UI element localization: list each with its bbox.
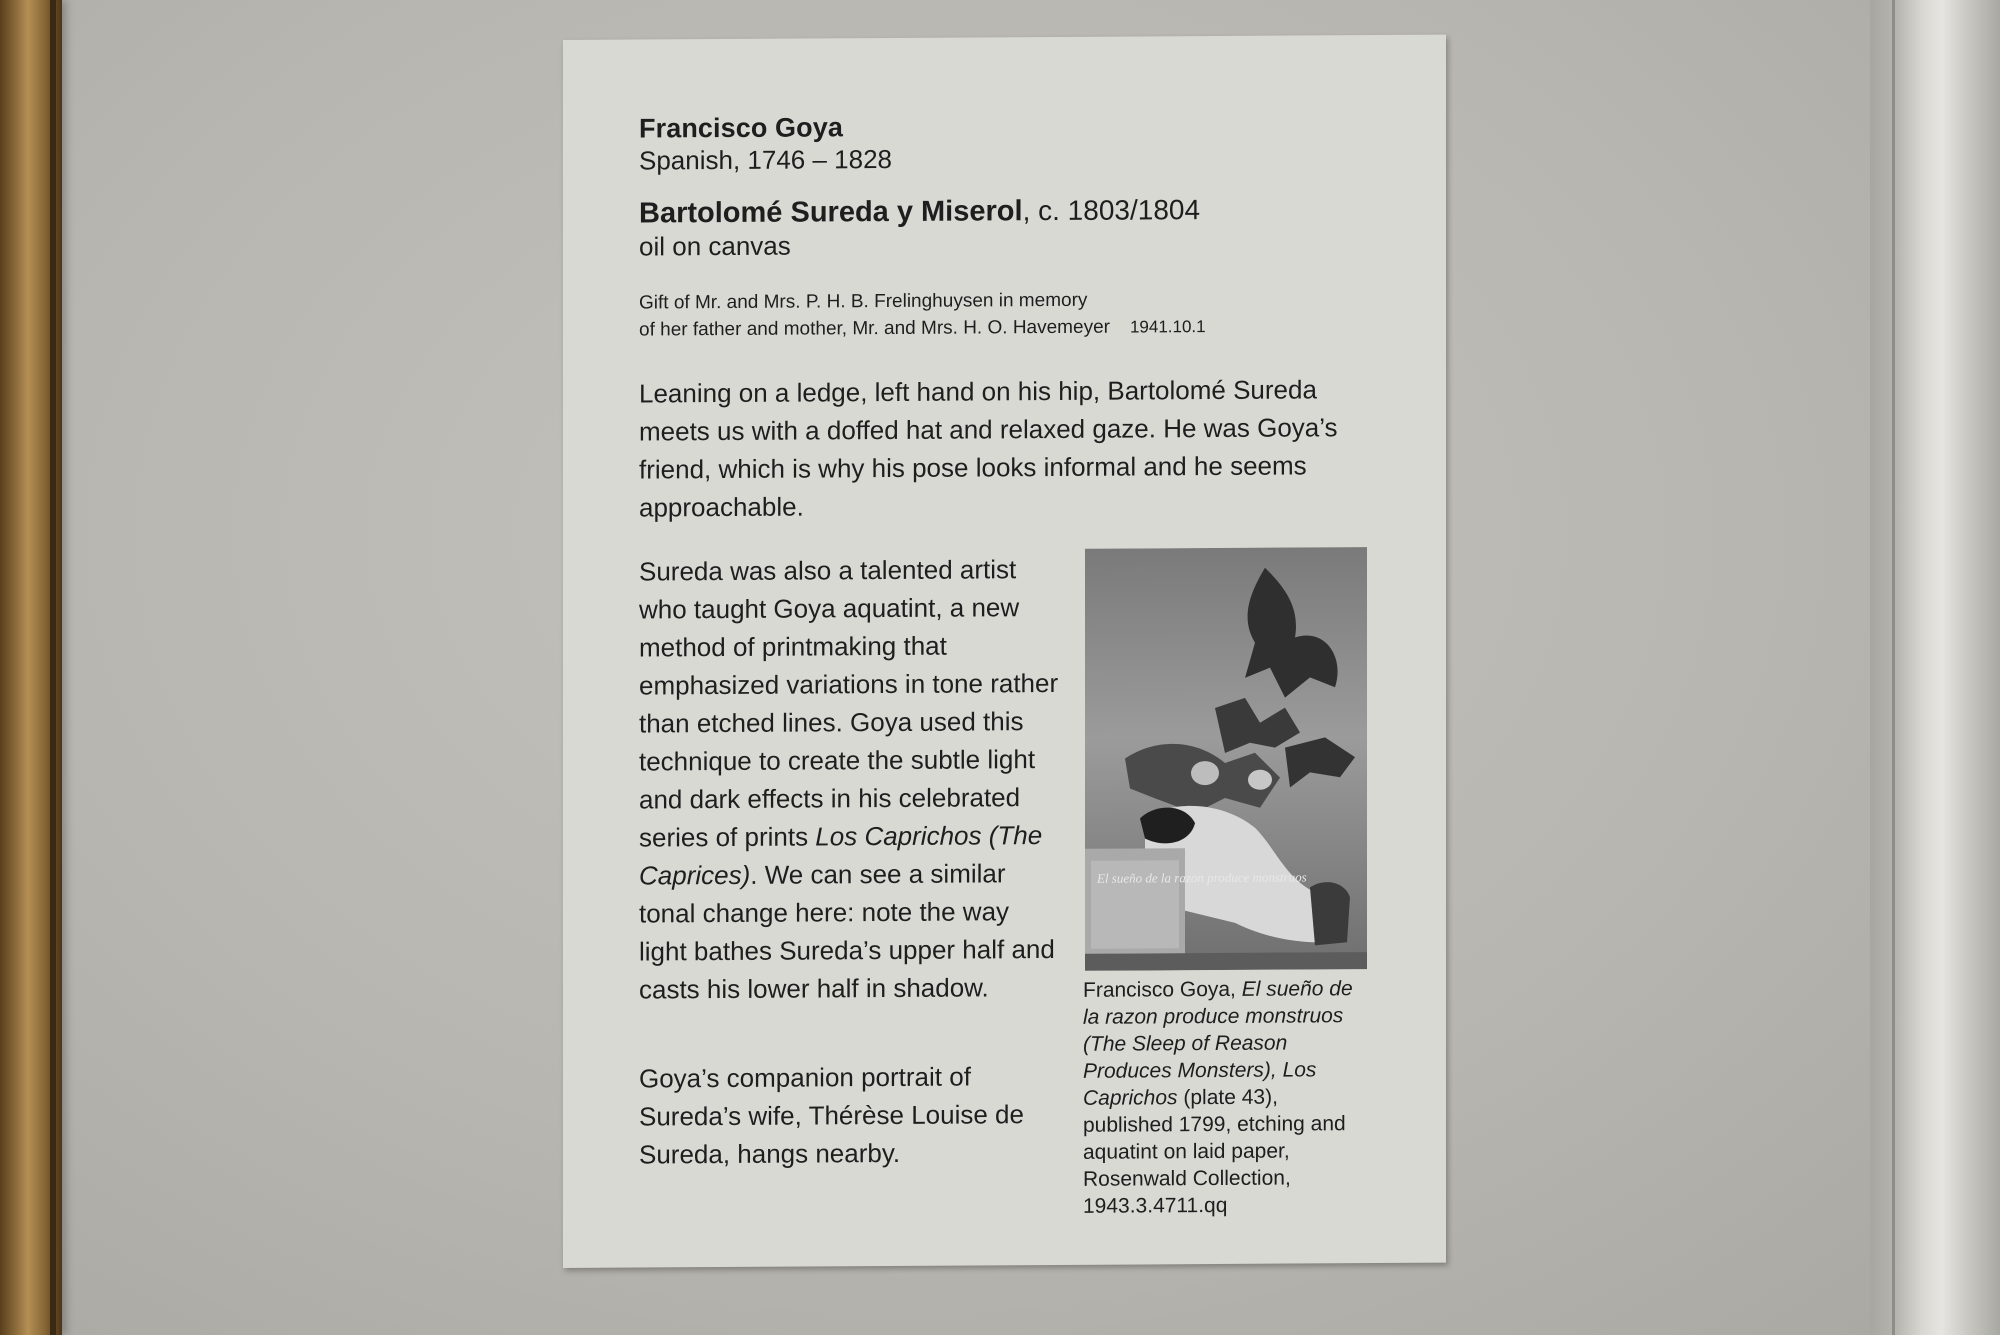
wall-label-card xyxy=(563,35,1446,1268)
print-caption xyxy=(1083,975,1373,1220)
credit-line-2-text: of her father and mother, Mr. and Mrs. H. O. Havemeyer xyxy=(639,316,1110,341)
print-illustration xyxy=(1085,547,1367,971)
credit-line xyxy=(639,286,1206,343)
work-date: , c. 1803/1804 xyxy=(1022,194,1201,227)
work-title: Bartolomé Sureda y Miserol xyxy=(639,195,1023,230)
work-medium: oil on canvas xyxy=(639,230,791,262)
sleep-of-reason-print-image xyxy=(1085,547,1367,971)
cat-shape xyxy=(1310,882,1350,945)
credit-line-2 xyxy=(639,313,1206,343)
paragraph-2-text-end: . We can see a similar tonal change here: note the way light bathes Sureda’s upper half and casts his lower half in shadow. xyxy=(639,858,1055,1005)
artist-name: Francisco Goya xyxy=(639,112,843,144)
paragraph-2-text: Sureda was also a talented artist who taught Goya aquatint, a new method of printmaking that emphasized variations in tone rather than etched lines. Goya used this technique to create the subtle light and dark effects in his celebrated series of prints xyxy=(639,554,1059,853)
work-title-line xyxy=(639,194,1200,230)
credit-line-1: Gift of Mr. and Mrs. P. H. B. Frelinghuysen in memory xyxy=(639,289,1088,314)
owl-face xyxy=(1248,770,1272,790)
caption-artist: Francisco Goya, xyxy=(1083,977,1242,1002)
artist-nationality-dates: Spanish, 1746 – 1828 xyxy=(639,143,892,176)
print-inscription: El sueño de la razon produce monstruos xyxy=(1097,869,1307,886)
description-paragraph-2 xyxy=(639,550,1059,1009)
wall-panel-edge xyxy=(1870,0,2000,1335)
description-paragraph-3: Goya’s companion portrait of Sureda’s wife, Thérèse Louise de Sureda, hangs nearby. xyxy=(639,1061,1024,1170)
paragraph-2-series-title: Los Caprichos (The Caprices) xyxy=(639,820,1043,891)
accession-number: 1941.10.1 xyxy=(1129,317,1206,337)
description-paragraph-1: Leaning on a ledge, left hand on his hip, Bartolomé Sureda meets us with a doffed hat and relaxed gaze. He was Goya’s friend, which is why his pose looks informal and he seems approachable. xyxy=(639,374,1338,523)
caption-details: (plate 43), published 1799, etching and aquatint on laid paper, Rosenwald Collection, 1943.3.4711.qq xyxy=(1083,1085,1346,1218)
caption-title: El sueño de la razon produce monstruos (The Sleep of Reason Produces Monsters), Los Caprichos xyxy=(1083,977,1353,1110)
frame-inner-edge xyxy=(50,0,56,1335)
panel-groove xyxy=(1892,0,1895,1335)
painting-frame-edge xyxy=(0,0,62,1335)
print-ground xyxy=(1085,952,1367,971)
owl-face xyxy=(1191,761,1219,785)
